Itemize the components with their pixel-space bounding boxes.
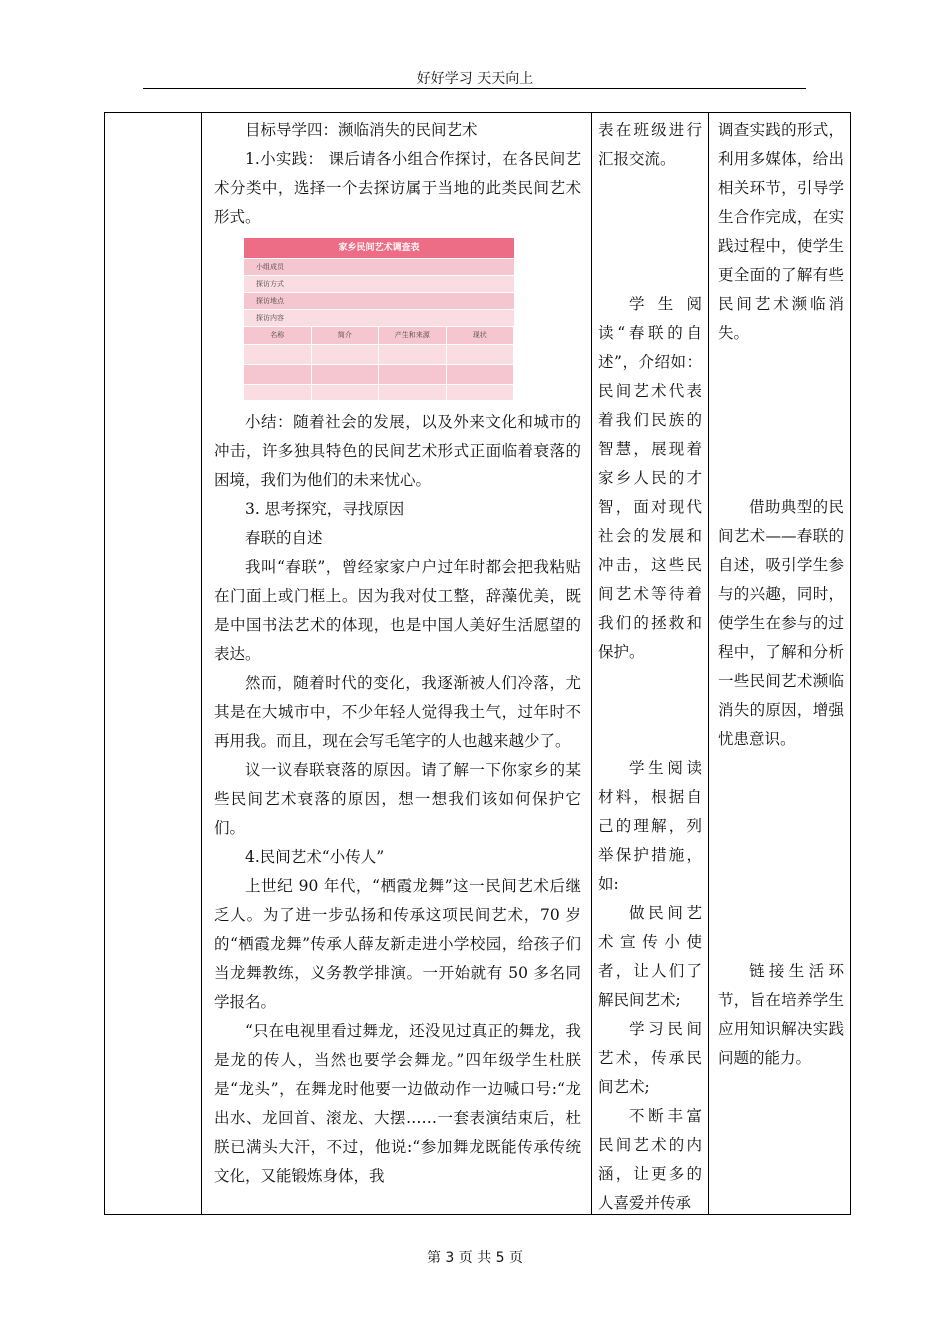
- design-text: 调查实践的形式，利用多媒体，给出相关环节，引导学生合作完成，在实践过程中，使学生更全面的了解有些民间艺术濒临消失。: [718, 121, 844, 342]
- goal-heading: 目标导学四：濒临消失的民间艺术: [245, 121, 478, 139]
- page-header: 好好学习 天天向上: [416, 71, 534, 87]
- page-footer: 第 3 页 共 5 页: [426, 1250, 524, 1266]
- column-content: [202, 113, 592, 1215]
- column-blank: [105, 113, 202, 1215]
- header-rule: [143, 88, 806, 89]
- survey-table-image: [244, 238, 514, 400]
- student-text: 表在班级进行汇报交流。: [598, 121, 702, 168]
- survey-col: 简介: [312, 327, 380, 344]
- couplet-paragraph-1: 我叫“春联”，曾经家家户户过年时都会把我粘贴在门面上或门框上。因为我对仗工整，辞藻优美，既是中国书法艺术的体现，也是中国人美好生活愿望的表达。: [214, 558, 581, 663]
- dragon-dance-paragraph-2: “只在电视里看过舞龙，还没见过真正的舞龙，我是龙的传人，当然也要学会舞龙。”四年级学生杜朕是“龙头”，在舞龙时他要一边做动作一边喊口号:“龙出水、龙回首、滚龙、大摆……一套表演结束后，杜朕已满头大汗，不过，他说:“参加舞龙既能传承传统文化，又能锻炼身体，我: [214, 1022, 581, 1185]
- student-text: 做民间艺术宣传小使者，让人们了解民间艺术;: [598, 904, 702, 1009]
- column-design-intent: [709, 113, 851, 1215]
- student-text: 学生阅读材料，根据自己的理解，列举保护措施，如:: [598, 759, 702, 893]
- survey-row: 探访内容: [244, 309, 514, 326]
- lesson-table: [104, 112, 851, 1215]
- design-text: 借助典型的民间艺术——春联的自述，吸引学生参与的兴趣，同时，使学生在参与的过程中，了解和分析一些民间艺术濒临消失的原因，增强忧患意识。: [718, 498, 844, 748]
- survey-row: 探访地点: [244, 292, 514, 309]
- summary-text: 小结：随着社会的发展，以及外来文化和城市的冲击，许多独具特色的民间艺术形式正面临着衰落的困境，我们为他们的未来忧心。: [214, 413, 581, 489]
- design-text: 链接生活环节，旨在培养学生应用知识解决实践问题的能力。: [718, 962, 844, 1067]
- survey-title: 家乡民间艺术调查表: [244, 238, 514, 258]
- spring-couplet-title: 春联的自述: [245, 529, 323, 547]
- student-text: 不断丰富民间艺术的内涵，让更多的人喜爱并传承: [598, 1107, 702, 1212]
- dragon-dance-paragraph-1: 上世纪 90 年代，“栖霞龙舞”这一民间艺术后继乏人。为了进一步弘扬和传承这项民间艺术，70 岁的“栖霞龙舞”传承人薛友新走进小学校园，给孩子们当龙舞教练，义务教学排演。一开始就有 50 多名同学报名。: [214, 877, 581, 1011]
- survey-blank-row: [244, 364, 514, 384]
- survey-row: 小组成员: [244, 258, 514, 275]
- survey-header-row: [244, 326, 514, 344]
- student-text: 学生阅读“春联的自述”，介绍如： 民间艺术代表着我们民族的智慧，展现着家乡人民的才智，面对现代社会的发展和冲击，这些民间艺术等待着我们的拯救和保护。: [598, 295, 702, 661]
- couplet-paragraph-2: 然而，随着时代的变化，我逐渐被人们冷落，尤其是在大城市中，不少年轻人觉得我土气，过年时不再用我。而且，现在会写毛笔字的人也越来越少了。: [214, 674, 581, 750]
- column-student-activity: [592, 113, 709, 1215]
- survey-col: 产生和来源: [379, 327, 447, 344]
- discussion-text: 议一议春联衰落的原因。请了解一下你家乡的某些民间艺术衰落的原因，想一想我们该如何保护它们。: [214, 761, 581, 837]
- student-text: 学习民间艺术，传承民间艺术;: [598, 1020, 702, 1096]
- section-3-heading: 3. 思考探究，寻找原因: [245, 500, 405, 518]
- survey-col: 名称: [244, 327, 312, 344]
- survey-blank-row: [244, 344, 514, 364]
- survey-blank-row: [244, 384, 514, 404]
- survey-col: 现状: [447, 327, 515, 344]
- practice-text: 1.小实践： 课后请各小组合作探讨，在各民间艺术分类中，选择一个去探访属于当地的此类民间艺术形式。: [214, 150, 581, 226]
- survey-row: 探访方式: [244, 275, 514, 292]
- section-4-heading: 4.民间艺术“小传人”: [245, 848, 385, 866]
